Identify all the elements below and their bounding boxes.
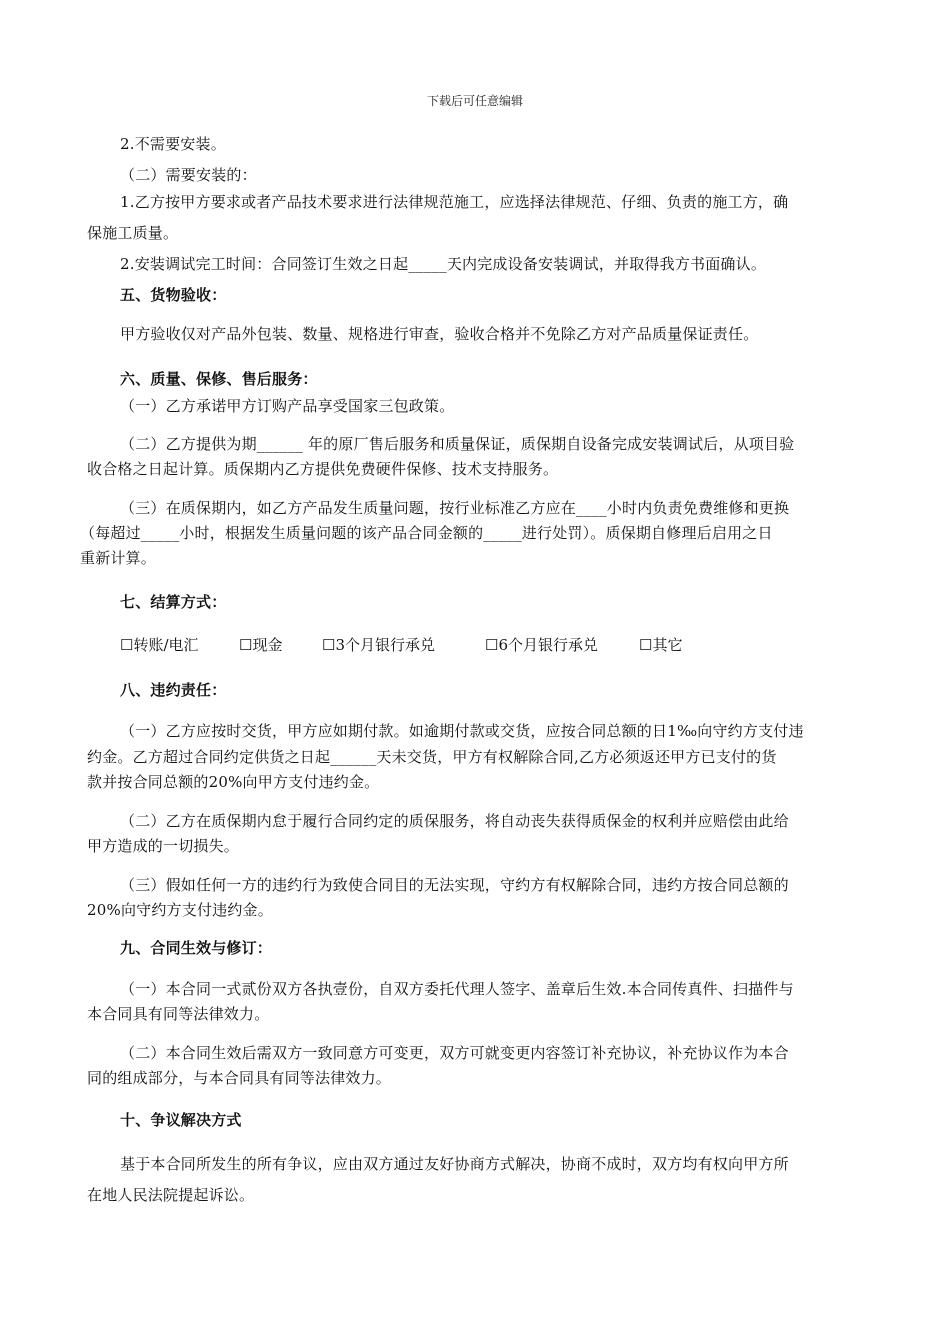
section-6-clause-3-line3: 重新计算。 — [80, 549, 157, 567]
section-8-clause-1-line1: （一）乙方应按时交货，甲方应如期付款。如逾期付款或交货，应按合同总额的日1‰向守约方支付违 — [120, 722, 804, 740]
payment-option-3-month-acceptance: ☐3个月银行承兑 — [322, 636, 435, 654]
install-completion-time: 2.安装调试完工时间：合同签订生效之日起_____天内完成设备安装调试，并取得我方书面确认。 — [120, 255, 767, 273]
section-8-clause-1-line3: 款并按合同总额的20%向甲方支付违约金。 — [87, 773, 380, 791]
payment-option-transfer: ☐转账/电汇 — [120, 636, 199, 654]
page-header: 下载后可任意编辑 — [426, 94, 523, 108]
section-6-clause-1: （一）乙方承诺甲方订购产品享受国家三包政策。 — [120, 397, 455, 415]
section-6-clause-2-line1: （二）乙方提供为期______ 年的原厂售后服务和质量保证，质保期自设备完成安装调试后，从项目验 — [120, 435, 795, 453]
section-9-clause-2-line1: （二）本合同生效后需双方一致同意方可变更，双方可就变更内容签订补充协议，补充协议作为本合 — [120, 1044, 789, 1062]
section-10-title: 十、争议解决方式 — [120, 1111, 242, 1129]
section-6-clause-2-line2: 收合格之日起计算。质保期内乙方提供免费硬件保修、技术支持服务。 — [87, 460, 559, 478]
section-8-clause-1-line2: 约金。乙方超过合同约定供货之日起______天未交货，甲方有权解除合同,乙方必须返还甲方已支付的货 — [87, 748, 777, 766]
section-10-paragraph-line2: 在地人民法院提起诉讼。 — [87, 1186, 255, 1204]
section-8-clause-2-line2: 甲方造成的一切损失。 — [87, 837, 240, 855]
section-6-title: 六、质量、保修、售后服务： — [120, 370, 318, 388]
section-6-clause-3-line1: （三）在质保期内，如乙方产品发生质量问题，按行业标准乙方应在____小时内负责免费维修和更换 — [120, 499, 790, 517]
payment-option-cash: ☐现金 — [239, 636, 283, 654]
section-10-paragraph-line1: 基于本合同所发生的所有争议，应由双方通过友好协商方式解决，协商不成时，双方均有权向甲方所 — [120, 1155, 789, 1173]
payment-option-other: ☐其它 — [639, 636, 683, 654]
payment-option-6-month-acceptance: ☐6个月银行承兑 — [485, 636, 598, 654]
section-7-title: 七、结算方式： — [120, 593, 227, 611]
section-8-clause-3-line2: 20%向守约方支付违约金。 — [87, 901, 273, 919]
section-8-clause-3-line1: （三）假如任何一方的违约行为致使合同目的无法实现，守约方有权解除合同，违约方按合同总额的 — [120, 876, 789, 894]
install-not-needed: 2.不需要安装。 — [120, 135, 226, 153]
section-8-clause-2-line1: （二）乙方在质保期内怠于履行合同约定的质保服务，将自动丧失获得质保金的权利并应赔偿由此给 — [120, 812, 789, 830]
section-9-clause-2-line2: 同的组成部分，与本合同具有同等法律效力。 — [87, 1069, 392, 1087]
section-6-clause-3-line2: （每超过_____小时，根据发生质量问题的该产品合同金额的_____进行处罚）。质保期自修理后启用之日 — [80, 524, 773, 542]
section-5-title: 五、货物验收： — [120, 286, 227, 304]
section-8-title: 八、违约责任： — [120, 681, 227, 699]
section-9-title: 九、合同生效与修订： — [120, 939, 273, 957]
install-requirement-line2: 保施工质量。 — [87, 224, 179, 242]
section-9-clause-1-line2: 本合同具有同等法律效力。 — [87, 1005, 270, 1023]
install-needed-heading: （二）需要安装的： — [120, 166, 257, 184]
install-requirement-line1: 1.乙方按甲方要求或者产品技术要求进行法律规范施工，应选择法律规范、仔细、负责的施工方，确 — [120, 193, 789, 211]
section-9-clause-1-line1: （一）本合同一式贰份双方各执壹份，自双方委托代理人签字、盖章后生效.本合同传真件、扫描件与 — [120, 980, 794, 998]
section-5-paragraph: 甲方验收仅对产品外包装、数量、规格进行审查，验收合格并不免除乙方对产品质量保证责任。 — [120, 325, 759, 343]
